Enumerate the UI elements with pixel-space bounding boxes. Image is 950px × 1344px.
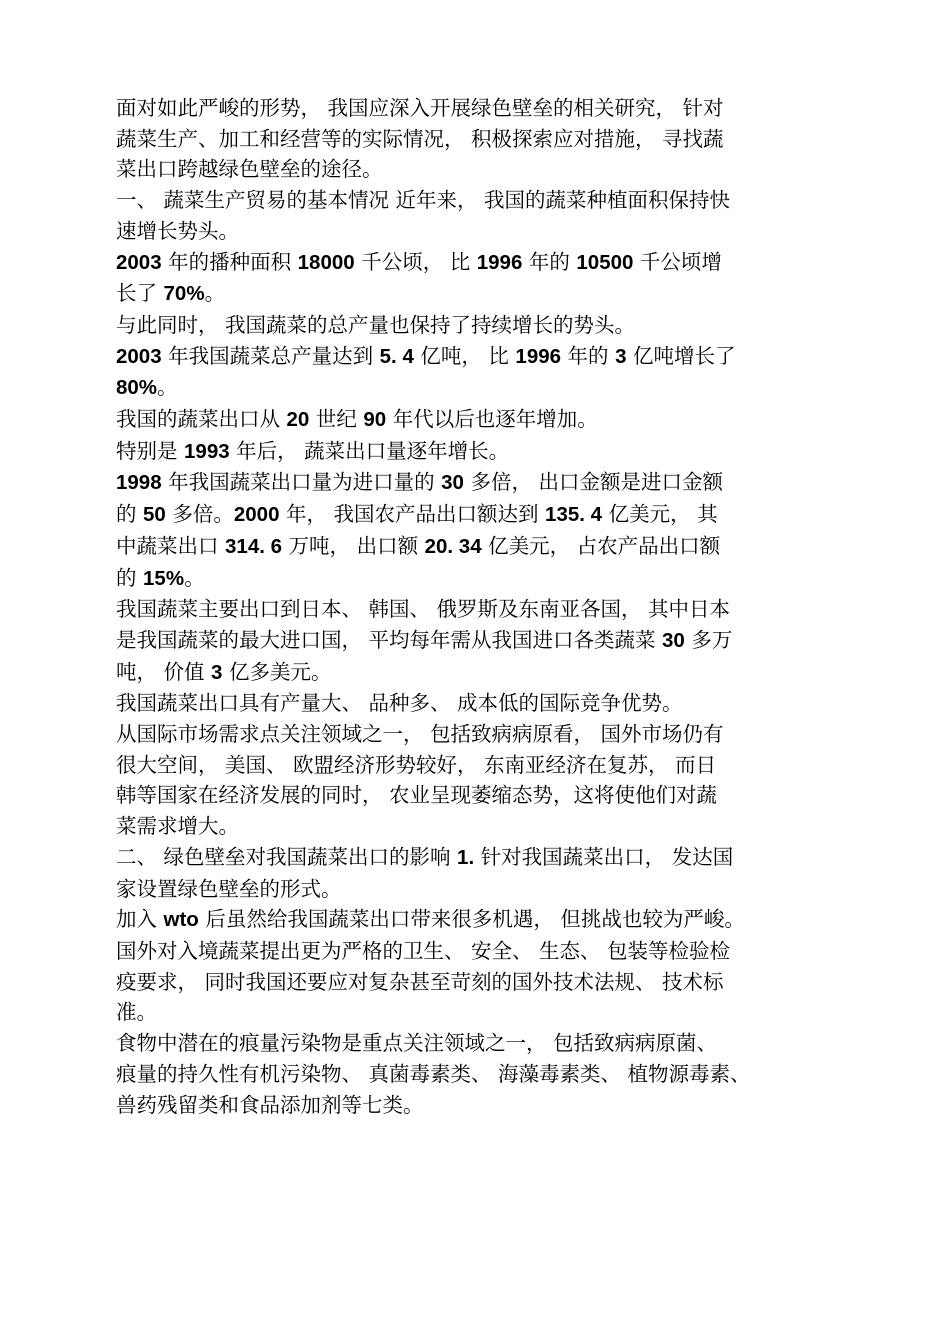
text-line: 准。: [116, 1000, 157, 1025]
paragraph-p3: [116, 247, 856, 310]
text-line: 韩等国家在经济发展的同时， 农业呈现萎缩态势，这将使他们对蔬: [116, 783, 718, 808]
paragraph-p9: [116, 594, 856, 688]
text-line: 疫要求， 同时我国还要应对复杂甚至苛刻的国外技术法规、 技术标: [116, 969, 724, 994]
paragraph-p10: [116, 688, 856, 719]
paragraph-p12: [116, 842, 856, 904]
text-line: 国外对入境蔬菜提出更为严格的卫生、 安全、 生态、 包装等检验检: [116, 938, 731, 963]
paragraph-p8: [116, 467, 856, 594]
paragraph-p1: [116, 93, 856, 185]
text-line: 长了 70%。: [116, 281, 226, 306]
text-line: 我国蔬菜主要出口到日本、 韩国、 俄罗斯及东南亚各国， 其中日本: [116, 597, 731, 622]
paragraph-p4: [116, 310, 856, 341]
document-body: [116, 93, 856, 1120]
text-line: 特别是 1993 年后， 蔬菜出口量逐年增长。: [116, 438, 510, 463]
text-line: 菜需求增大。: [116, 814, 239, 839]
text-line: 一、 蔬菜生产贸易的基本情况 近年来， 我国的蔬菜种植面积保持快: [116, 188, 731, 213]
paragraph-p14: [116, 1028, 856, 1120]
text-line: 蔬菜生产、加工和经营等的实际情况， 积极探索应对措施， 寻找蔬: [116, 126, 724, 151]
text-line: 是我国蔬菜的最大进口国， 平均每年需从我国进口各类蔬菜 30 多万: [116, 627, 733, 652]
text-line: 兽药残留类和食品添加剂等七类。: [116, 1092, 424, 1117]
paragraph-p11: [116, 719, 856, 842]
text-line: 食物中潜在的痕量污染物是重点关注领域之一， 包括致病病原菌、: [116, 1031, 718, 1056]
text-line: 80%。: [116, 375, 178, 400]
text-line: 我国的蔬菜出口从 20 世纪 90 年代以后也逐年增加。: [116, 407, 598, 432]
paragraph-p2: [116, 185, 856, 246]
text-line: 我国蔬菜出口具有产量大、 品种多、 成本低的国际竞争优势。: [116, 691, 683, 716]
text-line: 2003 年我国蔬菜总产量达到 5. 4 亿吨， 比 1996 年的 3 亿吨增长了: [116, 343, 736, 368]
text-line: 菜出口跨越绿色壁垒的途径。: [116, 157, 383, 182]
text-line: 加入 wto 后虽然给我国蔬菜出口带来很多机遇， 但挑战也较为严峻。: [116, 907, 745, 932]
text-line: 中蔬菜出口 314. 6 万吨， 出口额 20. 34 亿美元， 占农产品出口额: [116, 533, 721, 558]
text-line: 家设置绿色壁垒的形式。: [116, 876, 342, 901]
paragraph-p13: [116, 904, 856, 1028]
text-line: 吨， 价值 3 亿多美元。: [116, 659, 332, 684]
text-line: 的 50 多倍。2000 年， 我国农产品出口额达到 135. 4 亿美元， 其: [116, 502, 718, 527]
text-line: 与此同时， 我国蔬菜的总产量也保持了持续增长的势头。: [116, 312, 636, 337]
text-line: 很大空间， 美国、 欧盟经济形势较好， 东南亚经济在复苏， 而日: [116, 752, 717, 777]
paragraph-p5: [116, 341, 856, 404]
paragraph-p6: [116, 404, 856, 436]
text-line: 速增长势头。: [116, 218, 239, 243]
text-line: 1998 年我国蔬菜出口量为进口量的 30 多倍， 出口金额是进口金额: [116, 470, 724, 495]
text-line: 二、 绿色壁垒对我国蔬菜出口的影响 1. 针对我国蔬菜出口， 发达国: [116, 844, 734, 869]
text-line: 痕量的持久性有机污染物、 真菌毒素类、 海藻毒素类、 植物源毒素、: [116, 1061, 751, 1086]
text-line: 2003 年的播种面积 18000 千公顷， 比 1996 年的 10500 千公顷增: [116, 249, 722, 274]
text-line: 的 15%。: [116, 565, 205, 590]
text-line: 面对如此严峻的形势， 我国应深入开展绿色壁垒的相关研究， 针对: [116, 96, 724, 120]
text-line: 从国际市场需求点关注领域之一， 包括致病病原看， 国外市场仍有: [116, 722, 724, 747]
paragraph-p7: [116, 436, 856, 468]
